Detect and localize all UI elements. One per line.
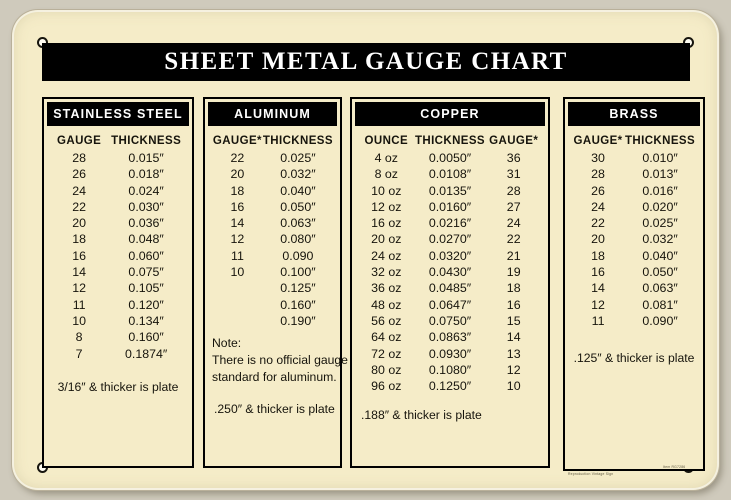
table-cell: 12 (230, 232, 245, 247)
table-cell: 31 (506, 167, 521, 182)
table-row (572, 248, 696, 264)
table-body-copper (359, 150, 541, 394)
table-cell: 0.0485″ (428, 281, 472, 296)
table-row (359, 346, 541, 362)
table-cell: 7 (75, 346, 83, 361)
table-row (572, 150, 696, 166)
table-cell: 0.105″ (128, 281, 164, 296)
table-cell: 56 oz (371, 313, 402, 328)
table-cell: 0.015″ (128, 151, 164, 165)
table-row (359, 329, 541, 345)
table-cell (212, 280, 263, 296)
panel-title-copper: COPPER (420, 107, 480, 121)
table-header-row (572, 134, 696, 150)
table-cell: 19 (506, 265, 521, 280)
table-row (572, 199, 696, 215)
table-row (359, 264, 541, 280)
table-row (572, 297, 696, 313)
table-cell: 10 (230, 265, 245, 280)
table-cell: 4 oz (374, 151, 398, 165)
column-header-thickness: THICKNESS (111, 135, 182, 147)
table-cell: 18 (230, 183, 245, 198)
table-cell: 64 oz (371, 330, 402, 345)
table-cell: 10 (506, 379, 521, 394)
table-row (51, 166, 185, 182)
panel-brass (563, 97, 705, 471)
table-cell: 11 (230, 248, 244, 263)
table-body-aluminum (212, 150, 333, 329)
table-cell: 20 oz (371, 232, 402, 247)
table-cell (212, 297, 263, 313)
table-cell: 0.100″ (280, 265, 316, 280)
table-row (212, 231, 333, 247)
panel-copper (350, 97, 550, 468)
table-cell: 0.030″ (128, 199, 164, 214)
credit-text-right: Item RG7286 (663, 464, 686, 470)
table-cell: 80 oz (371, 362, 402, 377)
table-cell: 0.160″ (128, 330, 164, 345)
table-row (572, 166, 696, 182)
table-cell (212, 313, 263, 329)
table-cell: 0.0108″ (428, 167, 472, 182)
table-cell: 16 (506, 297, 521, 312)
table-cell: 14 (506, 330, 521, 345)
table-cell: 0.0750″ (428, 313, 472, 328)
table-cell: 36 (506, 151, 521, 165)
table-cell: 16 (230, 199, 245, 214)
table-cell: 96 oz (371, 379, 402, 394)
table-cell: 14 (591, 281, 605, 296)
table-cell: 24 (72, 183, 87, 198)
table-cell: 0.050″ (642, 265, 678, 280)
table-cell: 0.120″ (128, 297, 164, 312)
column-header-ounce: OUNCE (364, 135, 409, 147)
column-header-gauge: GAUGE (57, 135, 102, 147)
table-row (359, 313, 541, 329)
column-header-thickness: THICKNESS (625, 135, 696, 147)
table-cell: 0.081″ (642, 297, 678, 312)
table-cell: 0.0135″ (428, 183, 472, 198)
table-cell: 24 oz (371, 248, 402, 263)
table-cell: 11 (591, 313, 605, 328)
table-row (51, 248, 185, 264)
metal-sign-plate (12, 10, 719, 490)
table-cell: 12 (591, 297, 605, 312)
table-row (51, 215, 185, 231)
table-cell: 16 (591, 265, 605, 280)
table-row (359, 248, 541, 264)
table-cell: 0.134″ (128, 313, 164, 328)
table-cell: 22 (506, 232, 521, 247)
table-cell: 0.080″ (280, 232, 316, 247)
table-cell: 0.040″ (642, 248, 678, 263)
note-line-2-aluminum: standard for aluminum. (212, 370, 337, 385)
table-cell: 0.063″ (280, 216, 316, 231)
table-cell: 0.0647″ (428, 297, 472, 312)
table-cell: 12 oz (371, 199, 402, 214)
table-cell: 13 (506, 346, 521, 361)
table-cell: 22 (72, 199, 87, 214)
table-row (51, 297, 185, 313)
table-cell: 0.050″ (280, 199, 316, 214)
table-row (51, 346, 185, 362)
table-row (212, 297, 333, 313)
table-row (359, 183, 541, 199)
table-cell: 27 (506, 199, 521, 214)
note-line-1-aluminum: There is no official gauge (212, 353, 348, 368)
table-row (51, 264, 185, 280)
table-row (359, 150, 541, 166)
table-header-row (212, 134, 333, 150)
table-cell: 0.063″ (642, 281, 678, 296)
table-cell: 14 (230, 216, 245, 231)
column-header-thickness: THICKNESS (414, 135, 486, 147)
note-block-aluminum (212, 335, 348, 386)
table-cell: 0.0863″ (428, 330, 472, 345)
panel-header-copper (355, 102, 545, 126)
table-cell: 10 oz (371, 183, 402, 198)
table-row (359, 231, 541, 247)
plate-note-stainless-steel: 3/16″ & thicker is plate (57, 379, 179, 394)
table-cell: 12 (72, 281, 87, 296)
table-cell: 0.016″ (642, 183, 678, 198)
table-row (212, 313, 333, 329)
panel-stainless-steel (42, 97, 194, 468)
table-cell: 28 (72, 151, 87, 165)
panel-header-stainless-steel (47, 102, 189, 126)
table-header-row (359, 134, 541, 150)
table-cell: 0.048″ (128, 232, 164, 247)
panel-title-brass: BRASS (609, 107, 659, 121)
table-row (212, 199, 333, 215)
table-cell: 0.032″ (642, 232, 678, 247)
table-row (51, 329, 185, 345)
table-cell: 0.160″ (280, 297, 316, 312)
table-row (572, 215, 696, 231)
table-cell: 20 (230, 167, 245, 182)
table-row (212, 166, 333, 182)
table-row (359, 280, 541, 296)
table-row (359, 378, 541, 394)
table-row (572, 280, 696, 296)
table-cell: 0.0160″ (428, 199, 472, 214)
panel-header-brass (568, 102, 700, 126)
table-row (212, 183, 333, 199)
page-title: SHEET METAL GAUGE CHART (164, 48, 568, 75)
table-cell: 72 oz (371, 346, 402, 361)
table-row (51, 313, 185, 329)
plate-note-aluminum: .250″ & thicker is plate (214, 402, 335, 417)
table-cell: 18 (72, 232, 87, 247)
panel-aluminum (203, 97, 348, 468)
table-cell: 0.0216″ (428, 216, 472, 231)
table-cell: 0.1250″ (428, 379, 472, 394)
table-row (51, 150, 185, 166)
table-cell: 0.0270″ (428, 232, 472, 247)
table-cell: 0.0930″ (428, 346, 472, 361)
table-row (572, 183, 696, 199)
table-row (359, 362, 541, 378)
table-cell: 26 (591, 183, 605, 198)
panel-body-copper (352, 130, 548, 464)
table-cell: 32 oz (371, 265, 402, 280)
table-cell: 10 (72, 313, 87, 328)
table-cell: 0.036″ (128, 216, 164, 231)
table-cell: 24 (506, 216, 521, 231)
table-cell: 21 (506, 248, 521, 263)
table-cell: 22 (230, 151, 245, 165)
plate-note-brass: .125″ & thicker is plate (573, 351, 695, 366)
table-cell: 0.075″ (128, 265, 164, 280)
note-label-aluminum: Note: (212, 336, 242, 351)
table-header-row (51, 134, 185, 150)
table-stainless-steel (51, 134, 185, 362)
table-row (212, 150, 333, 166)
table-row (212, 264, 333, 280)
table-cell: 0.0050″ (428, 151, 472, 165)
table-cell: 18 (591, 248, 605, 263)
table-row (359, 297, 541, 313)
table-row (212, 215, 333, 231)
table-cell: 16 (72, 248, 87, 263)
table-cell: 48 oz (371, 297, 402, 312)
table-cell: 28 (506, 183, 521, 198)
column-header-thickness: THICKNESS (262, 135, 333, 147)
table-row (51, 183, 185, 199)
table-cell: 0.090″ (642, 313, 678, 328)
column-header-gauge: GAUGE* (212, 135, 262, 147)
table-cell: 0.032″ (280, 167, 316, 182)
panel-title-stainless-steel: STAINLESS STEEL (53, 107, 183, 121)
table-cell: 0.190″ (280, 313, 316, 328)
table-cell: 20 (72, 216, 87, 231)
panel-body-aluminum (205, 130, 348, 464)
panel-body-stainless-steel (44, 130, 192, 464)
table-cell: 0.010″ (642, 151, 678, 165)
table-cell: 0.040″ (280, 183, 316, 198)
table-cell: 0.013″ (642, 167, 678, 182)
table-cell: 0.0430″ (428, 265, 472, 280)
table-cell: 12 (506, 362, 521, 377)
table-cell: 11 (72, 297, 86, 312)
table-cell: 8 oz (374, 167, 398, 182)
table-cell: 36 oz (371, 281, 402, 296)
column-header-gauge: GAUGE* (573, 135, 623, 147)
table-row (51, 280, 185, 296)
table-cell: 30 (591, 151, 605, 165)
table-cell: 24 (591, 199, 605, 214)
table-row (572, 264, 696, 280)
table-cell: 0.1080″ (428, 362, 472, 377)
table-row (359, 166, 541, 182)
table-cell: 0.1874″ (124, 346, 168, 361)
table-body-stainless-steel (51, 150, 185, 362)
table-cell: 22 (591, 216, 605, 231)
column-header-gauge: GAUGE* (489, 135, 539, 147)
table-cell: 0.018″ (128, 167, 164, 182)
panel-body-brass (565, 130, 703, 467)
table-row (572, 231, 696, 247)
table-aluminum (212, 134, 333, 329)
table-cell: 16 oz (371, 216, 402, 231)
table-cell: 0.125″ (280, 281, 316, 296)
table-cell: 0.024″ (128, 183, 164, 198)
panel-header-aluminum (208, 102, 337, 126)
table-cell: 0.020″ (642, 199, 678, 214)
table-cell: 28 (591, 167, 605, 182)
table-cell: 18 (506, 281, 521, 296)
table-body-brass (572, 150, 696, 329)
table-row (51, 199, 185, 215)
table-brass (572, 134, 696, 329)
table-row (359, 215, 541, 231)
table-cell: 26 (72, 167, 87, 182)
table-copper (359, 134, 541, 394)
table-cell: 0.090 (282, 248, 314, 263)
table-row (212, 280, 333, 296)
panel-title-aluminum: ALUMINUM (234, 107, 311, 121)
table-cell: 0.0320″ (428, 248, 472, 263)
title-banner (42, 43, 690, 81)
plate-note-copper: .188″ & thicker is plate (361, 408, 482, 423)
table-row (212, 248, 333, 264)
table-cell: 0.025″ (642, 216, 678, 231)
table-cell: 0.025″ (280, 151, 316, 165)
table-cell: 0.060″ (128, 248, 164, 263)
table-cell: 8 (75, 330, 83, 345)
table-cell: 14 (72, 265, 87, 280)
table-row (572, 313, 696, 329)
table-row (51, 231, 185, 247)
table-cell: 20 (591, 232, 605, 247)
credit-text-left: Reproduction Vintage Sign (568, 471, 614, 477)
table-cell: 15 (506, 313, 521, 328)
table-row (359, 199, 541, 215)
